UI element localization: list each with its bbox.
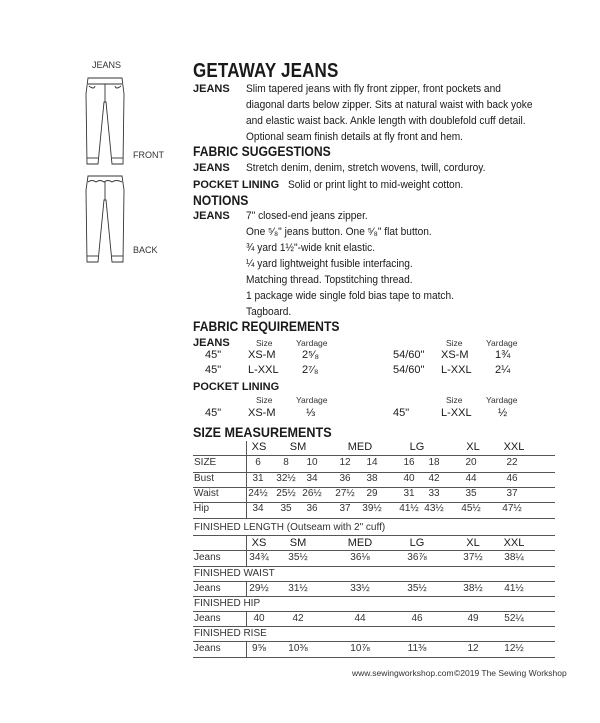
description-line: and elastic waist back. Ankle length with doublefold cuff detail. — [246, 115, 526, 127]
measurement-cell: 14 — [366, 457, 378, 468]
size-group-xl: XL — [466, 441, 480, 453]
size-measurements-heading: SIZE MEASUREMENTS — [193, 424, 332, 440]
measurement-cell: 42 — [428, 473, 440, 484]
measurement-cell: 10 — [306, 457, 318, 468]
notions-item: ¼ yard lightweight fusible interfacing. — [246, 258, 413, 270]
footer-website: www.sewingworkshop.com — [352, 668, 454, 678]
req-yardage: ⅓ — [306, 407, 316, 419]
finished-cell: 38½ — [463, 583, 483, 594]
measurement-cell: 37 — [339, 503, 351, 514]
measurement-cell: 40 — [403, 473, 415, 484]
finished-size-xs: XS — [251, 537, 267, 549]
req-size: L-XXL — [441, 364, 472, 376]
notions-heading: NOTIONS — [193, 193, 249, 208]
size-group-xxl: XXL — [503, 441, 525, 453]
req-jeans-label: JEANS — [193, 337, 230, 349]
finished-cell: 44 — [354, 613, 366, 624]
jeans-front-illustration — [78, 72, 133, 272]
measurement-cell: 46 — [506, 473, 518, 484]
finished-cell: 38¼ — [504, 552, 524, 563]
finished-length-heading: FINISHED LENGTH (Outseam with 2" cuff) — [194, 522, 386, 533]
finished-cell: 33½ — [350, 583, 370, 594]
finished-cell: 34¾ — [249, 552, 269, 563]
req-size: L-XXL — [248, 364, 279, 376]
measurement-cell: 37 — [506, 488, 518, 499]
req-yardage: ½ — [498, 407, 508, 419]
req-size: XS-M — [248, 407, 276, 419]
req-yardage: 2⁵⁄₈ — [302, 349, 320, 361]
measurement-cell: 34 — [306, 473, 318, 484]
figure-back-label: BACK — [133, 245, 158, 255]
finished-cell: 29½ — [249, 583, 269, 594]
fabric-suggestions-heading: FABRIC SUGGESTIONS — [193, 144, 331, 159]
req-size: XS-M — [248, 349, 276, 361]
req-lining-yardage-header: Yardage — [296, 395, 328, 405]
description-text — [246, 81, 533, 145]
req-lining-size-header: Size — [256, 395, 273, 405]
finished-cell: 31½ — [288, 583, 308, 594]
finished-size-med: MED — [347, 537, 373, 549]
req-lining-label: POCKET LINING — [193, 381, 280, 393]
measurement-cell: 31 — [403, 488, 415, 499]
finished-size-xl: XL — [466, 537, 480, 549]
finished-cell: 49 — [467, 613, 479, 624]
measurement-cell: 38 — [366, 473, 378, 484]
req-yardage: 2¼ — [495, 364, 511, 376]
measurement-cell: 43½ — [424, 503, 444, 514]
fabric-requirements-heading: FABRIC REQUIREMENTS — [193, 319, 340, 334]
measurement-cell: 35 — [280, 503, 292, 514]
finished-row-label: Jeans — [194, 613, 221, 624]
measurement-cell: 26½ — [302, 488, 322, 499]
finished-cell: 10⅜ — [288, 643, 308, 654]
figure-front-label: FRONT — [133, 150, 164, 160]
req-size-header-right: Size — [446, 338, 463, 348]
notions-item: 7" closed-end jeans zipper. — [246, 210, 368, 222]
finished-cell: 35½ — [288, 552, 308, 563]
measurement-row-label: Waist — [194, 488, 219, 499]
fabric-lining-label: POCKET LINING — [193, 179, 280, 191]
finished-cell: 40 — [253, 613, 265, 624]
measurement-cell: 36 — [306, 503, 318, 514]
notions-label: JEANS — [193, 210, 230, 222]
finished-cell: 41½ — [504, 583, 524, 594]
finished-row-label: Jeans — [194, 583, 221, 594]
req-yardage: 1¾ — [495, 349, 511, 361]
notions-item: Tagboard. — [246, 306, 292, 318]
req-yardage-header-right: Yardage — [486, 338, 518, 348]
measurement-cell: 35 — [465, 488, 477, 499]
description-line: Slim tapered jeans with fly front zipper, front pockets and — [246, 83, 501, 95]
measurement-cell: 27½ — [335, 488, 355, 499]
req-yardage-header: Yardage — [296, 338, 328, 348]
measurement-cell: 18 — [428, 457, 440, 468]
finished-size-sm: SM — [289, 537, 307, 549]
measurement-cell: 12 — [339, 457, 351, 468]
req-width: 45" — [205, 349, 222, 361]
req-size: L-XXL — [441, 407, 472, 419]
fabric-jeans-text: Stretch denim, denim, stretch wovens, twill, corduroy. — [246, 162, 486, 174]
description-line: Optional seam finish details at fly front and hem. — [246, 131, 464, 143]
measurement-cell: 47½ — [502, 503, 522, 514]
measurement-cell: 25½ — [276, 488, 296, 499]
measurement-cell: 8 — [283, 457, 289, 468]
measurement-cell: 6 — [255, 457, 261, 468]
measurement-cell: 41½ — [399, 503, 419, 514]
req-width: 45" — [205, 407, 222, 419]
finished-cell: 9⅝ — [252, 643, 266, 654]
req-width: 54/60" — [393, 349, 425, 361]
footer-copyright: ©2019 The Sewing Workshop — [454, 668, 567, 678]
req-lining-yardage-header-right: Yardage — [486, 395, 518, 405]
description-line: diagonal darts below zipper. Sits at natural waist with back yoke — [246, 99, 533, 111]
notions-item: 1 package wide single fold bias tape to match. — [246, 290, 454, 302]
finished-cell: 35½ — [407, 583, 427, 594]
fabric-lining-text: Solid or print light to mid-weight cotton. — [288, 179, 464, 191]
measurement-row-label: Bust — [194, 473, 215, 484]
measurement-cell: 22 — [506, 457, 518, 468]
size-group-med: MED — [347, 441, 373, 453]
notions-item: Matching thread. Topstitching thread. — [246, 274, 413, 286]
finished-cell: 42 — [292, 613, 304, 624]
finished-cell: 10⅞ — [350, 643, 370, 654]
measurement-cell: 32½ — [276, 473, 296, 484]
fabric-jeans-label: JEANS — [193, 162, 230, 174]
measurement-cell: 29 — [366, 488, 378, 499]
req-width: 45" — [205, 364, 222, 376]
req-width: 54/60" — [393, 364, 425, 376]
description-label: JEANS — [193, 83, 230, 95]
size-group-xs: XS — [251, 441, 267, 453]
measurement-cell: 33 — [428, 488, 440, 499]
req-size-header: Size — [256, 338, 273, 348]
notions-item: ¾ yard 1½"-wide knit elastic. — [246, 242, 376, 254]
finished-waist-heading: FINISHED WAIST — [194, 568, 275, 579]
req-lining-size-header-right: Size — [446, 395, 463, 405]
notions-item: One ⁵⁄₈" jeans button. One ⁵⁄₈" flat button. — [246, 226, 432, 238]
req-yardage: 2⁷⁄₈ — [302, 364, 319, 376]
measurement-cell: 36 — [339, 473, 351, 484]
finished-cell: 52¼ — [504, 613, 524, 624]
measurement-cell: 44 — [465, 473, 477, 484]
page-title: GETAWAY JEANS — [193, 60, 339, 82]
measurement-row-label: SIZE — [194, 457, 217, 468]
finished-row-label: Jeans — [194, 552, 221, 563]
finished-hip-heading: FINISHED HIP — [194, 598, 261, 609]
req-width: 45" — [393, 407, 410, 419]
notions-list — [246, 208, 454, 320]
measurement-cell: 16 — [403, 457, 415, 468]
finished-size-xxl: XXL — [503, 537, 525, 549]
finished-cell: 36⅛ — [350, 552, 370, 563]
measurement-cell: 39½ — [362, 503, 382, 514]
req-size: XS-M — [441, 349, 469, 361]
finished-cell: 11⅜ — [407, 643, 427, 654]
finished-cell: 37½ — [463, 552, 483, 563]
finished-size-lg: LG — [409, 537, 425, 549]
finished-row-label: Jeans — [194, 643, 221, 654]
measurement-cell: 45½ — [461, 503, 481, 514]
finished-cell: 12 — [467, 643, 479, 654]
finished-cell: 46 — [411, 613, 423, 624]
size-group-lg: LG — [409, 441, 425, 453]
measurement-cell: 31 — [252, 473, 264, 484]
measurement-cell: 24½ — [248, 488, 268, 499]
measurement-cell: 34 — [252, 503, 264, 514]
measurement-row-label: Hip — [194, 503, 210, 514]
figure-top-label: JEANS — [92, 60, 122, 70]
measurement-cell: 20 — [465, 457, 477, 468]
finished-rise-heading: FINISHED RISE — [194, 628, 267, 639]
size-group-sm: SM — [289, 441, 307, 453]
finished-cell: 36⅞ — [407, 552, 427, 563]
finished-cell: 12½ — [504, 643, 524, 654]
